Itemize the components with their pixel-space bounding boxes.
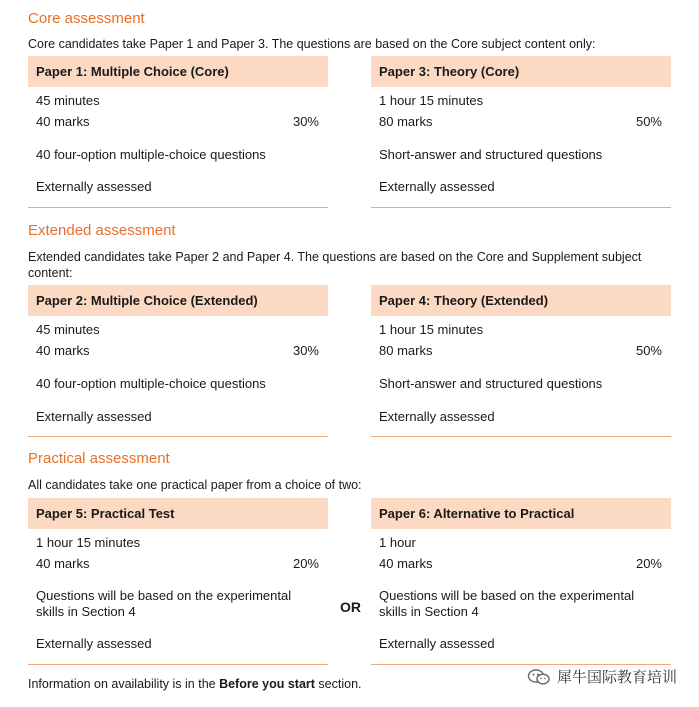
paper-assessment: Externally assessed	[379, 409, 495, 424]
paper-description: 40 four-option multiple-choice questions	[36, 376, 266, 391]
paper-duration: 45 minutes	[36, 93, 100, 108]
paper-weight: 30%	[292, 343, 319, 358]
paper-weight: 50%	[635, 114, 662, 129]
paper-5-card	[28, 498, 328, 665]
section-title: Extended assessment	[28, 222, 176, 239]
paper-title: Paper 4: Theory (Extended)	[371, 285, 671, 316]
paper-description: Short-answer and structured questions	[379, 147, 603, 162]
section-intro: Core candidates take Paper 1 and Paper 3. The questions are based on the Core subject content only:	[28, 37, 596, 51]
paper-title: Paper 2: Multiple Choice (Extended)	[28, 285, 328, 316]
paper-title: Paper 1: Multiple Choice (Core)	[28, 56, 328, 87]
paper-weight: 30%	[292, 114, 319, 129]
footer-note	[28, 677, 362, 691]
paper-3-card	[371, 56, 671, 208]
paper-duration: 1 hour 15 minutes	[379, 322, 484, 337]
paper-description: Questions will be based on the experimental skills in Section 4	[379, 588, 635, 619]
footer-bold: Before you start	[219, 677, 315, 691]
section-intro: All candidates take one practical paper from a choice of two:	[28, 478, 362, 492]
section-title: Core assessment	[28, 10, 145, 27]
paper-marks: 40 marks	[36, 556, 90, 571]
section-title: Practical assessment	[28, 450, 170, 467]
paper-duration: 1 hour	[379, 535, 416, 550]
paper-marks: 80 marks	[379, 343, 433, 358]
paper-assessment: Externally assessed	[379, 636, 495, 651]
extended-assessment-section	[28, 222, 672, 424]
paper-assessment: Externally assessed	[379, 179, 495, 194]
or-connector: OR	[340, 599, 361, 615]
footer-prefix: Information on availability is in the	[28, 677, 220, 691]
watermark	[527, 666, 677, 687]
paper-1-card	[28, 56, 328, 208]
practical-assessment-section	[28, 450, 672, 651]
paper-duration: 1 hour 15 minutes	[36, 535, 141, 550]
paper-title: Paper 6: Alternative to Practical	[371, 498, 671, 529]
paper-description: Short-answer and structured questions	[379, 376, 603, 391]
paper-duration: 45 minutes	[36, 322, 100, 337]
paper-title: Paper 5: Practical Test	[28, 498, 328, 529]
paper-description: 40 four-option multiple-choice questions	[36, 147, 266, 162]
paper-4-card	[371, 285, 671, 437]
paper-assessment: Externally assessed	[36, 409, 152, 424]
paper-weight: 20%	[635, 556, 662, 571]
paper-assessment: Externally assessed	[36, 179, 152, 194]
paper-weight: 20%	[292, 556, 319, 571]
core-assessment-section	[28, 10, 672, 194]
paper-marks: 80 marks	[379, 114, 433, 129]
paper-marks: 40 marks	[36, 343, 90, 358]
paper-assessment: Externally assessed	[36, 636, 152, 651]
paper-6-card	[371, 498, 671, 665]
paper-marks: 40 marks	[36, 114, 90, 129]
paper-description: Questions will be based on the experimental skills in Section 4	[36, 588, 292, 619]
paper-marks: 40 marks	[379, 556, 433, 571]
paper-weight: 50%	[635, 343, 662, 358]
paper-2-card	[28, 285, 328, 437]
section-intro: Extended candidates take Paper 2 and Paper 4. The questions are based on the Core and Supplement subject content:	[28, 250, 642, 280]
watermark-text: 犀牛国际教育培训	[556, 669, 677, 686]
wechat-icon	[527, 668, 551, 686]
paper-title: Paper 3: Theory (Core)	[371, 56, 671, 87]
paper-duration: 1 hour 15 minutes	[379, 93, 484, 108]
footer-suffix: section.	[314, 677, 362, 691]
